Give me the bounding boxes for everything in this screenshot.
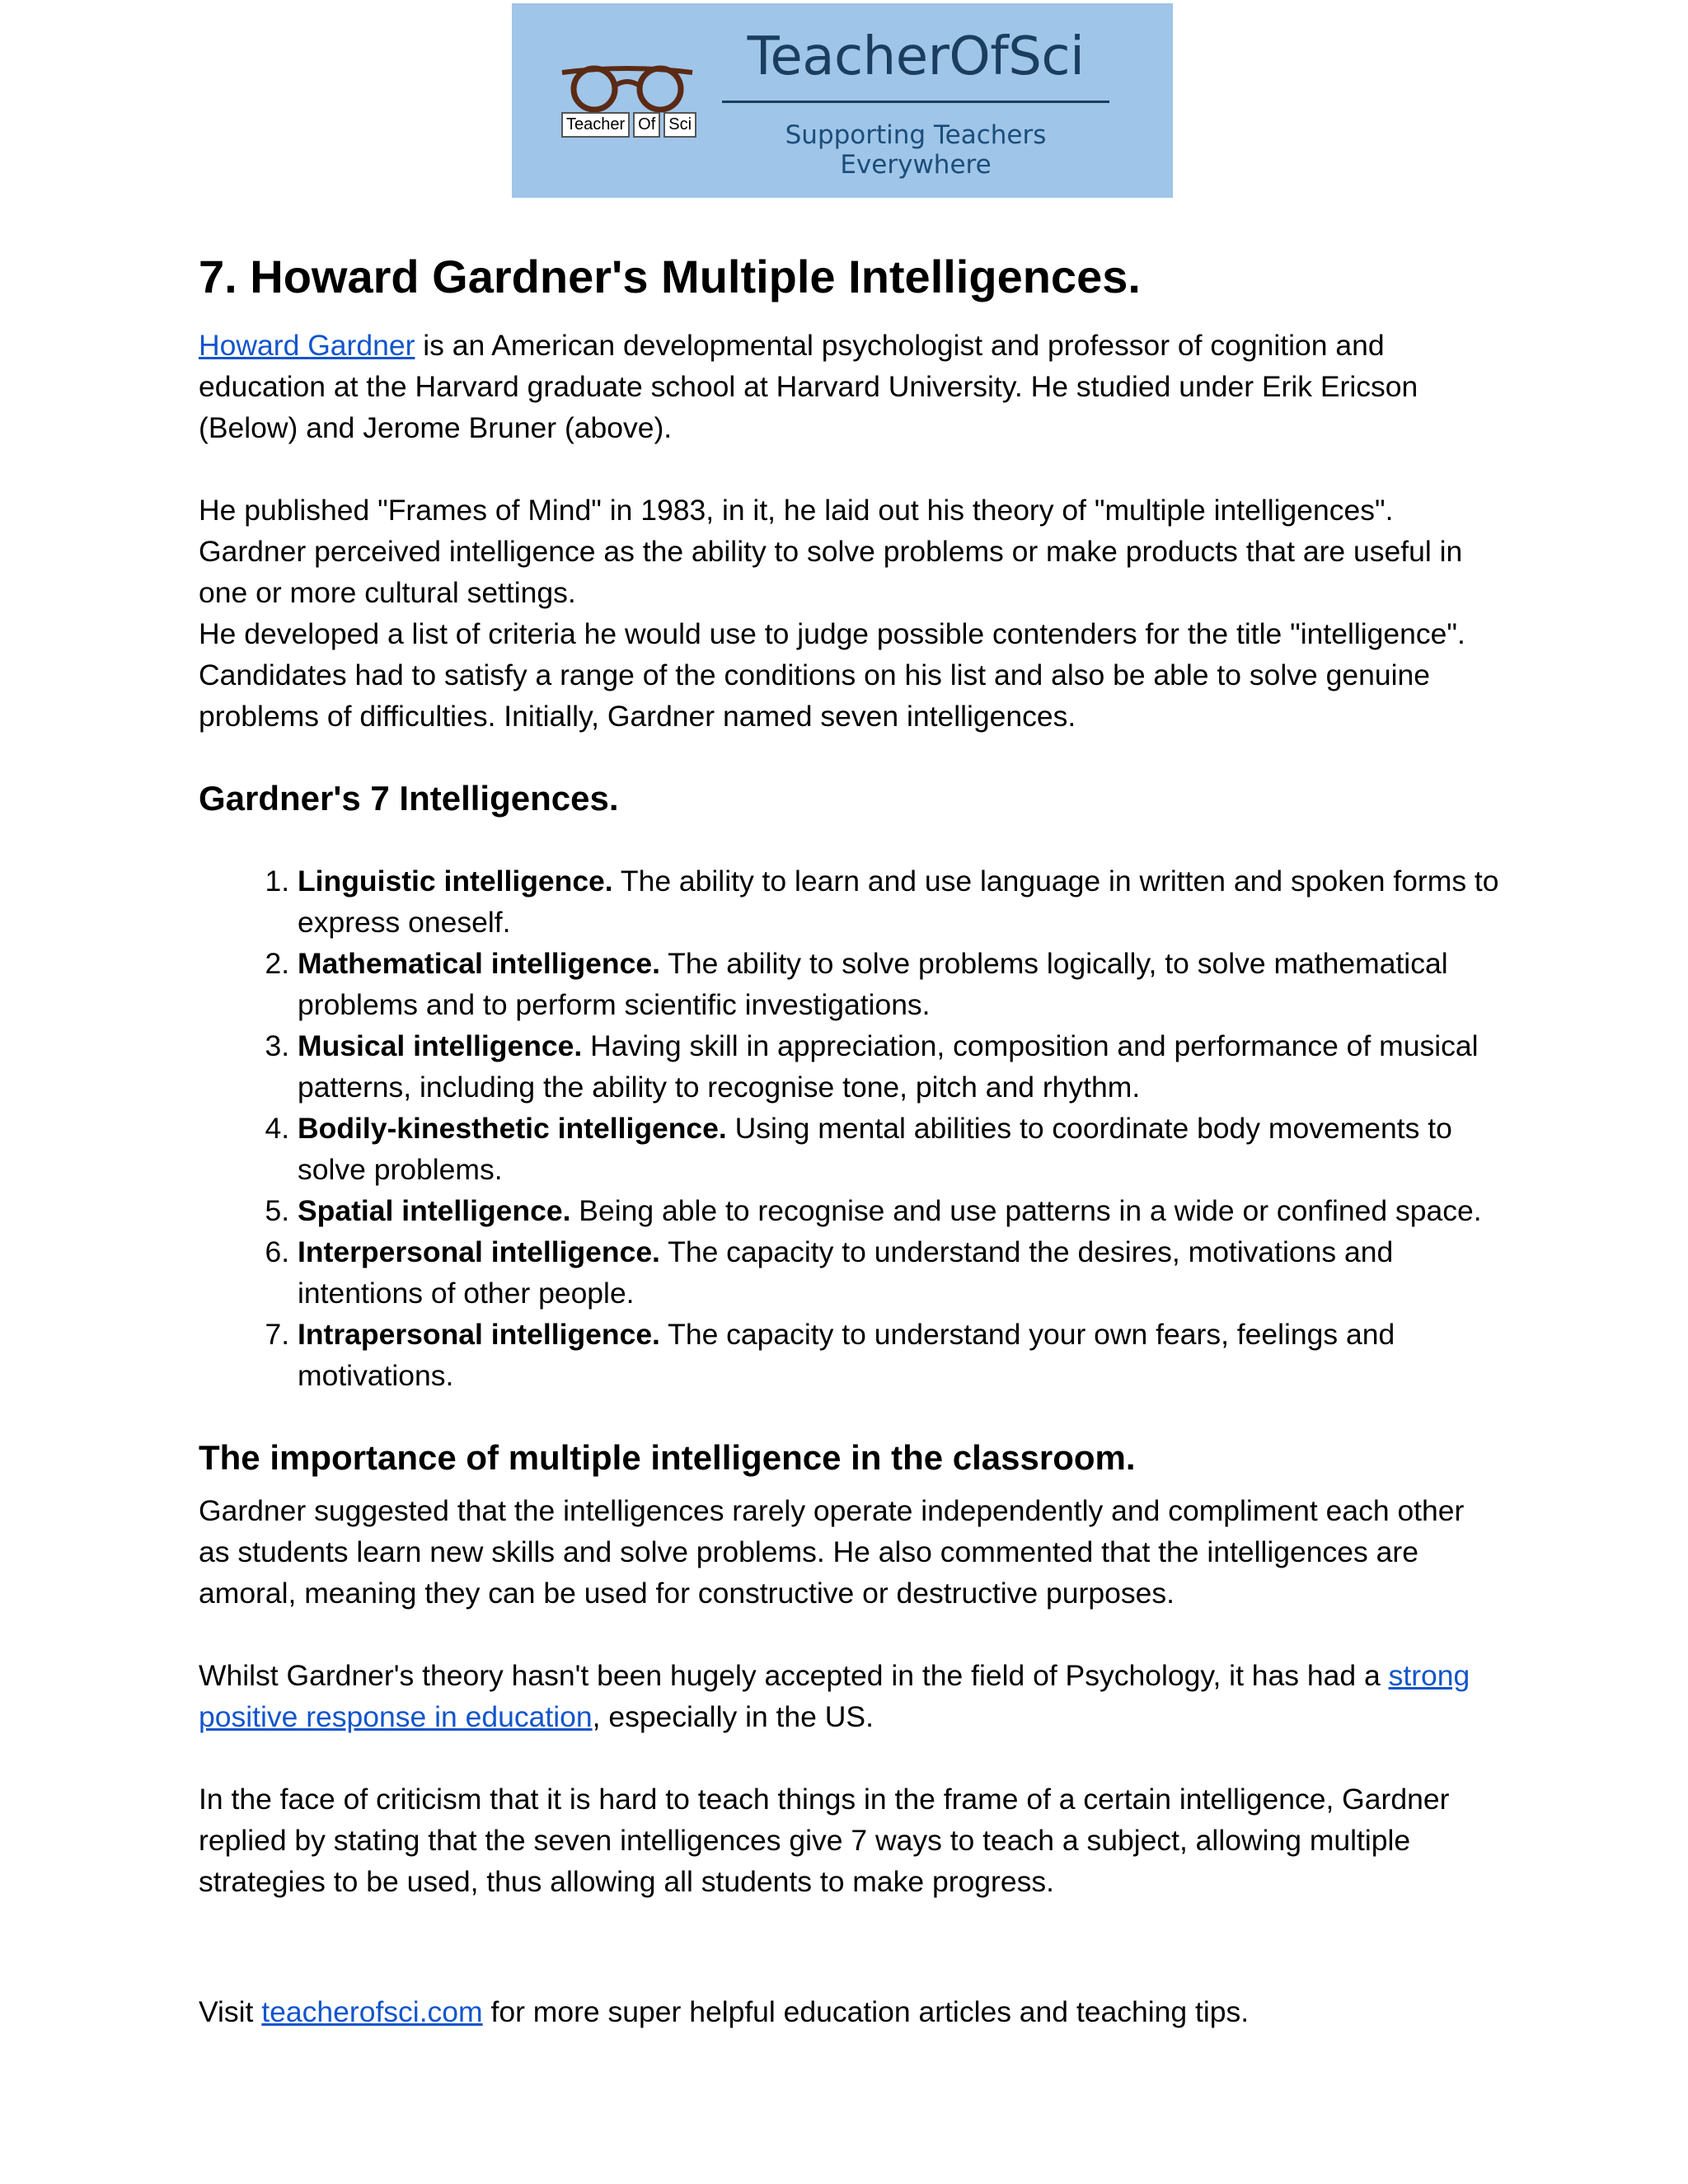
logo-box-of: Of — [633, 112, 660, 138]
intelligences-list — [199, 860, 1501, 1396]
list-item-term: Bodily-kinesthetic intelligence. — [298, 1112, 727, 1145]
intro-paragraph — [199, 325, 1501, 448]
classroom-paragraph-2: Whilst Gardner's theory hasn't been hugely accepted in the field of Psychology, it has had a strong positive response in education, especially in the US. — [199, 1659, 1470, 1733]
logo-wordmark — [561, 112, 696, 138]
brand-divider — [722, 101, 1109, 103]
list-item-desc: The ability to solve problems logically, to solve mathematical problems and to perform scientific investigations. — [298, 947, 1448, 1021]
page-title: 7. Howard Gardner's Multiple Intelligences. — [199, 251, 1141, 302]
logo-box-sci: Sci — [663, 112, 696, 138]
list-item — [298, 943, 1501, 1025]
list-item-term: Spatial intelligence. — [298, 1194, 571, 1227]
criteria-paragraph: He developed a list of criteria he would use to judge possible contenders for the title "intelligence". Candidates had to satisfy a range of the conditions on his list and also be able to solve genuine problems of difficulties. Initially, Gardner named seven intelligences. — [199, 617, 1465, 733]
list-item-term: Musical intelligence. — [298, 1029, 583, 1062]
list-item — [298, 1025, 1501, 1108]
glasses-icon — [557, 61, 697, 119]
list-item — [298, 1231, 1501, 1314]
list-item — [298, 860, 1501, 943]
header-banner — [512, 3, 1173, 198]
list-item-desc: The capacity to understand the desires, motivations and intentions of other people. — [298, 1235, 1394, 1310]
list-item-desc: The ability to learn and use language in written and spoken forms to express oneself. — [298, 865, 1499, 939]
classroom-paragraph-1: Gardner suggested that the intelligences rarely operate independently and compliment each other as students learn new skills and solve problems. He also commented that the intelligences are amoral, meaning they can be used for constructive or destructive purposes. — [199, 1494, 1465, 1610]
list-item-desc: The capacity to understand your own fears, feelings and motivations. — [298, 1318, 1395, 1392]
footer-line: Visit teacherofsci.com for more super helpful education articles and teaching tips. — [199, 1995, 1250, 2028]
list-item — [298, 1190, 1501, 1231]
list-item-term: Mathematical intelligence. — [298, 947, 660, 980]
article-body — [199, 247, 1501, 2032]
howard-gardner-link[interactable]: Howard Gardner — [199, 329, 415, 362]
intro-text: is an American developmental psychologist and professor of cognition and education at the Harvard graduate school at Harvard University. He studied under Erik Ericson (Below) and Jerome Bruner (above). — [199, 329, 1418, 444]
list-item-term: Linguistic intelligence. — [298, 865, 613, 898]
logo-box-teacher: Teacher — [561, 112, 630, 138]
brand-tagline: Supporting Teachers Everywhere — [785, 120, 1047, 180]
list-item-desc: Using mental abilities to coordinate body movements to solve problems. — [298, 1112, 1452, 1186]
frames-of-mind-paragraph: He published "Frames of Mind" in 1983, in it, he laid out his theory of "multiple intelligences". Gardner perceived intelligence as the ability to solve problems or make products that are useful in one or more cultural settings. — [199, 494, 1463, 609]
list-item — [298, 1314, 1501, 1396]
site-link[interactable]: teacherofsci.com — [261, 1995, 483, 2028]
list-item-term: Intrapersonal intelligence. — [298, 1318, 660, 1351]
education-response-link[interactable]: strong positive response in education — [199, 1659, 1470, 1733]
list-item-desc: Being able to recognise and use patterns in a wide or confined space. — [570, 1194, 1482, 1227]
section-heading-classroom: The importance of multiple intelligence in the classroom. — [199, 1438, 1136, 1477]
list-item-term: Interpersonal intelligence. — [298, 1235, 660, 1268]
list-item-desc: Having skill in appreciation, composition and performance of musical patterns, including the ability to recognise tone, pitch and rhythm. — [298, 1029, 1479, 1104]
section-heading-intelligences: Gardner's 7 Intelligences. — [199, 779, 619, 818]
brand-name: TeacherOfSci — [747, 26, 1085, 87]
list-item — [298, 1108, 1501, 1190]
classroom-paragraph-3: In the face of criticism that it is hard to teach things in the frame of a certain intelligence, Gardner replied by stating that the seven intelligences give 7 ways to teach a subject, allowing multiple strategies to be used, thus allowing all students to make progress. — [199, 1783, 1450, 1898]
